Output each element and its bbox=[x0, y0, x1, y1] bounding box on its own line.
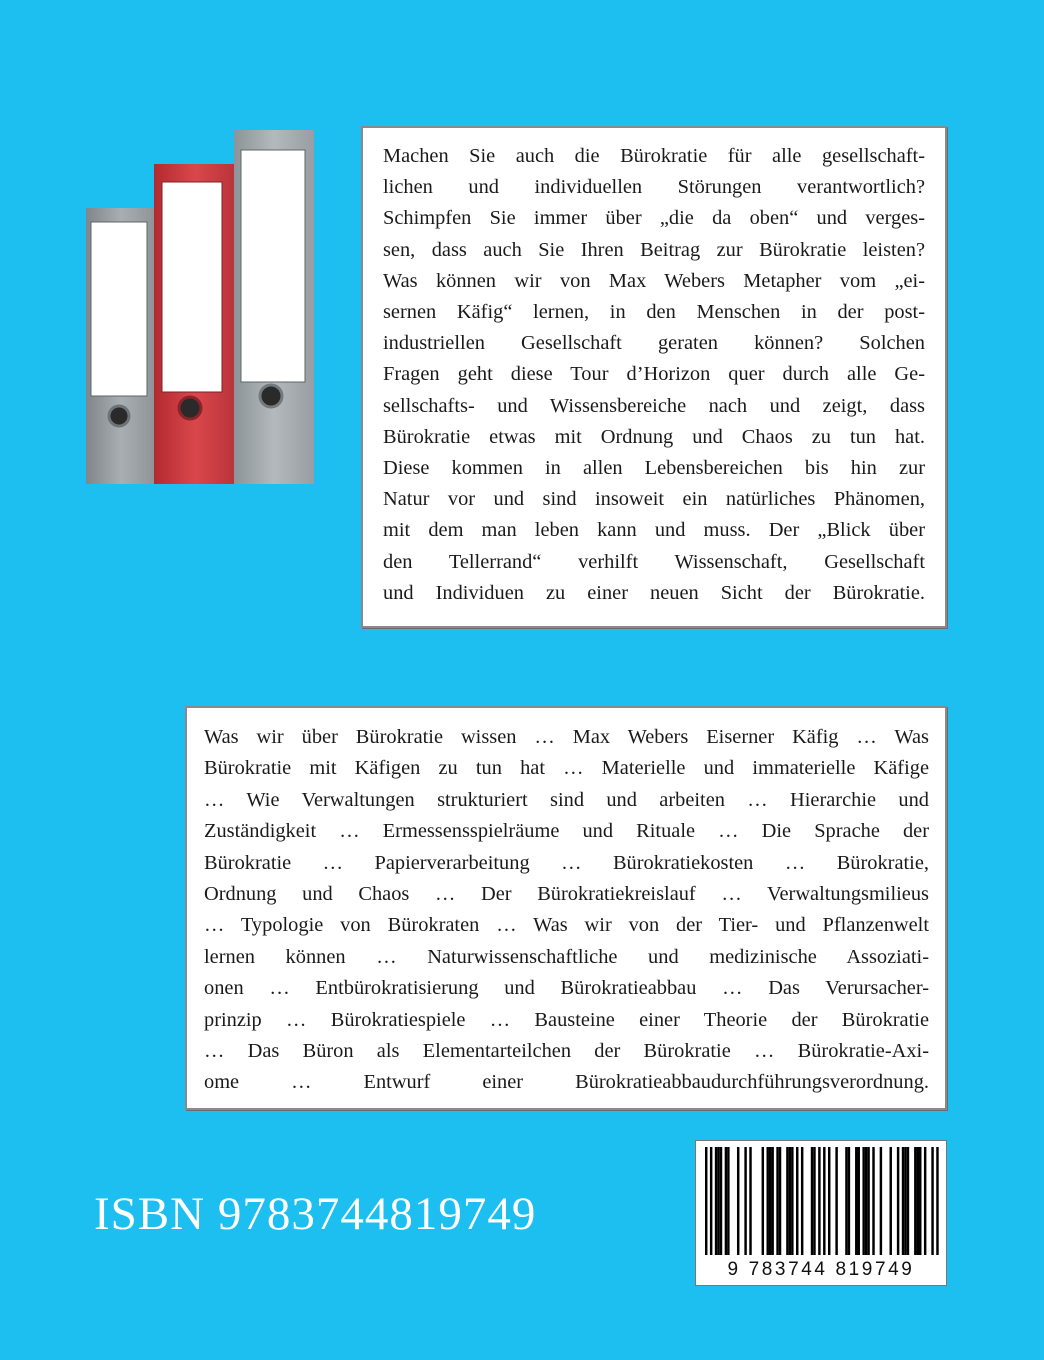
barcode-box bbox=[695, 1140, 947, 1286]
topics-line: Bürokratie mit Käfigen zu tun hat … Materielle und immaterielle Käfige bbox=[204, 757, 929, 780]
blurb-line: den Tellerrand“ verhilft Wissenschaft, Gesellschaft bbox=[383, 550, 925, 573]
barcode-bar bbox=[720, 1147, 722, 1255]
barcode-bar bbox=[776, 1147, 778, 1255]
barcode-bar bbox=[931, 1147, 933, 1255]
barcode-bar bbox=[710, 1147, 712, 1255]
blurb-line: Was können wir von Max Webers Metapher vom „ei- bbox=[383, 269, 925, 292]
topics-line: … Wie Verwaltungen strukturiert sind und arbeiten … Hierarchie und bbox=[204, 788, 929, 811]
barcode-bar bbox=[848, 1147, 850, 1255]
barcode-bar bbox=[823, 1147, 825, 1255]
binder-middle bbox=[154, 164, 236, 484]
barcode-bar bbox=[771, 1147, 773, 1255]
barcode-bar bbox=[749, 1147, 751, 1255]
barcode-bar bbox=[789, 1147, 791, 1255]
barcode-bar bbox=[828, 1147, 830, 1255]
barcode-bar bbox=[902, 1147, 904, 1255]
barcode-bar bbox=[779, 1147, 781, 1255]
topics-line: Ordnung und Chaos … Der Bürokratiekreislauf … Verwaltungsmilieus bbox=[204, 883, 929, 906]
blurb-line: Machen Sie auch die Bürokratie für alle gesellschaft- bbox=[383, 145, 925, 167]
barcode-bar bbox=[880, 1147, 882, 1255]
blurb-line: Fragen geht diese Tour d’Horizon quer durch alle Ge- bbox=[383, 363, 925, 386]
topics-line: onen … Entbürokratisierung und Bürokratieabbau … Das Verursacher- bbox=[204, 977, 929, 1000]
barcode-bar bbox=[727, 1147, 729, 1255]
topics-line: Was wir über Bürokratie wissen … Max Webers Eiserner Käfig … Was bbox=[204, 726, 929, 748]
blurb-line: Diese kommen in allen Lebensbereichen bis hin zur bbox=[383, 457, 925, 480]
barcode-bar bbox=[904, 1147, 906, 1255]
barcode-bar bbox=[769, 1147, 771, 1255]
barcode-bar bbox=[890, 1147, 892, 1255]
barcode-bar bbox=[811, 1147, 813, 1255]
blurb-line: mit dem man leben kann und muss. Der „Blick über bbox=[383, 519, 925, 542]
barcode-bar bbox=[858, 1147, 860, 1255]
blurb-box bbox=[361, 126, 947, 628]
barcode-bar bbox=[865, 1147, 867, 1255]
barcode-digits: 9 783744 819749 bbox=[727, 1259, 915, 1280]
blurb-line: und Individuen zu einer neuen Sicht der Bürokratie. bbox=[383, 581, 925, 604]
topics-line: … Typologie von Bürokraten … Was wir von der Tier- und Pflanzenwelt bbox=[204, 914, 929, 937]
barcode-bar bbox=[813, 1147, 815, 1255]
barcode-bar bbox=[862, 1147, 864, 1255]
barcode-bar bbox=[715, 1147, 717, 1255]
barcode-bar bbox=[791, 1147, 793, 1255]
barcode-bar bbox=[917, 1147, 919, 1255]
barcode-bar bbox=[801, 1147, 803, 1255]
binder-right bbox=[234, 130, 314, 484]
topics-line: Bürokratie … Papierverarbeitung … Bürokratiekosten … Bürokratie, bbox=[204, 851, 929, 874]
barcode-bar bbox=[796, 1147, 798, 1255]
barcode-bar bbox=[897, 1147, 899, 1255]
blurb-line: Schimpfen Sie immer über „die da oben“ und verges- bbox=[383, 207, 925, 230]
barcode-bar bbox=[818, 1147, 820, 1255]
barcode-bar bbox=[767, 1147, 769, 1255]
barcode-bar bbox=[907, 1147, 909, 1255]
barcode-bar bbox=[762, 1147, 764, 1255]
topics-line: lernen können … Naturwissenschaftliche und medizinische Assoziati- bbox=[204, 945, 929, 968]
barcode-bar bbox=[845, 1147, 847, 1255]
barcode-bar bbox=[717, 1147, 719, 1255]
blurb-line: lichen und individuellen Störungen verantwortlich? bbox=[383, 176, 925, 199]
barcode-bar bbox=[855, 1147, 857, 1255]
blurb-line: sernen Käfig“ lernen, in den Menschen in der post- bbox=[383, 301, 925, 324]
barcode-bar bbox=[936, 1147, 938, 1255]
topics-line: … Das Büron als Elementarteilchen der Bürokratie … Bürokratie-Axi- bbox=[204, 1040, 929, 1063]
binders-illustration bbox=[86, 126, 326, 486]
blurb-line: Natur vor und sind insoweit ein natürliches Phänomen, bbox=[383, 488, 925, 511]
barcode-bar bbox=[786, 1147, 788, 1255]
blurb-line: sen, dass auch Sie Ihren Beitrag zur Bürokratie leisten? bbox=[383, 238, 925, 261]
isbn-label: ISBN 9783744819749 bbox=[94, 1188, 537, 1240]
barcode-bar bbox=[867, 1147, 869, 1255]
blurb-line: sellschafts- und Wissensbereiche nach und zeigt, dass bbox=[383, 394, 925, 417]
barcode-bar bbox=[835, 1147, 837, 1255]
blurb-line: Bürokratie etwas mit Ordnung und Chaos zu tun hat. bbox=[383, 425, 925, 448]
barcode-bar bbox=[737, 1147, 739, 1255]
barcode-bar bbox=[705, 1147, 707, 1255]
barcode-bar bbox=[725, 1147, 727, 1255]
barcode-bar bbox=[914, 1147, 916, 1255]
binder-left bbox=[86, 208, 156, 484]
barcode-bar bbox=[872, 1147, 874, 1255]
barcode-bar bbox=[919, 1147, 921, 1255]
topics-box bbox=[185, 706, 947, 1110]
barcode-bar bbox=[744, 1147, 746, 1255]
blurb-line: industriellen Gesellschaft geraten können? Solchen bbox=[383, 332, 925, 355]
topics-line: Zuständigkeit … Ermessensspielräume und Rituale … Die Sprache der bbox=[204, 820, 929, 843]
topics-line: ome … Entwurf einer Bürokratieabbaudurchführungsverordnung. bbox=[204, 1071, 929, 1094]
topics-line: prinzip … Bürokratiespiele … Bausteine einer Theorie der Bürokratie bbox=[204, 1008, 929, 1031]
barcode-bar bbox=[924, 1147, 926, 1255]
